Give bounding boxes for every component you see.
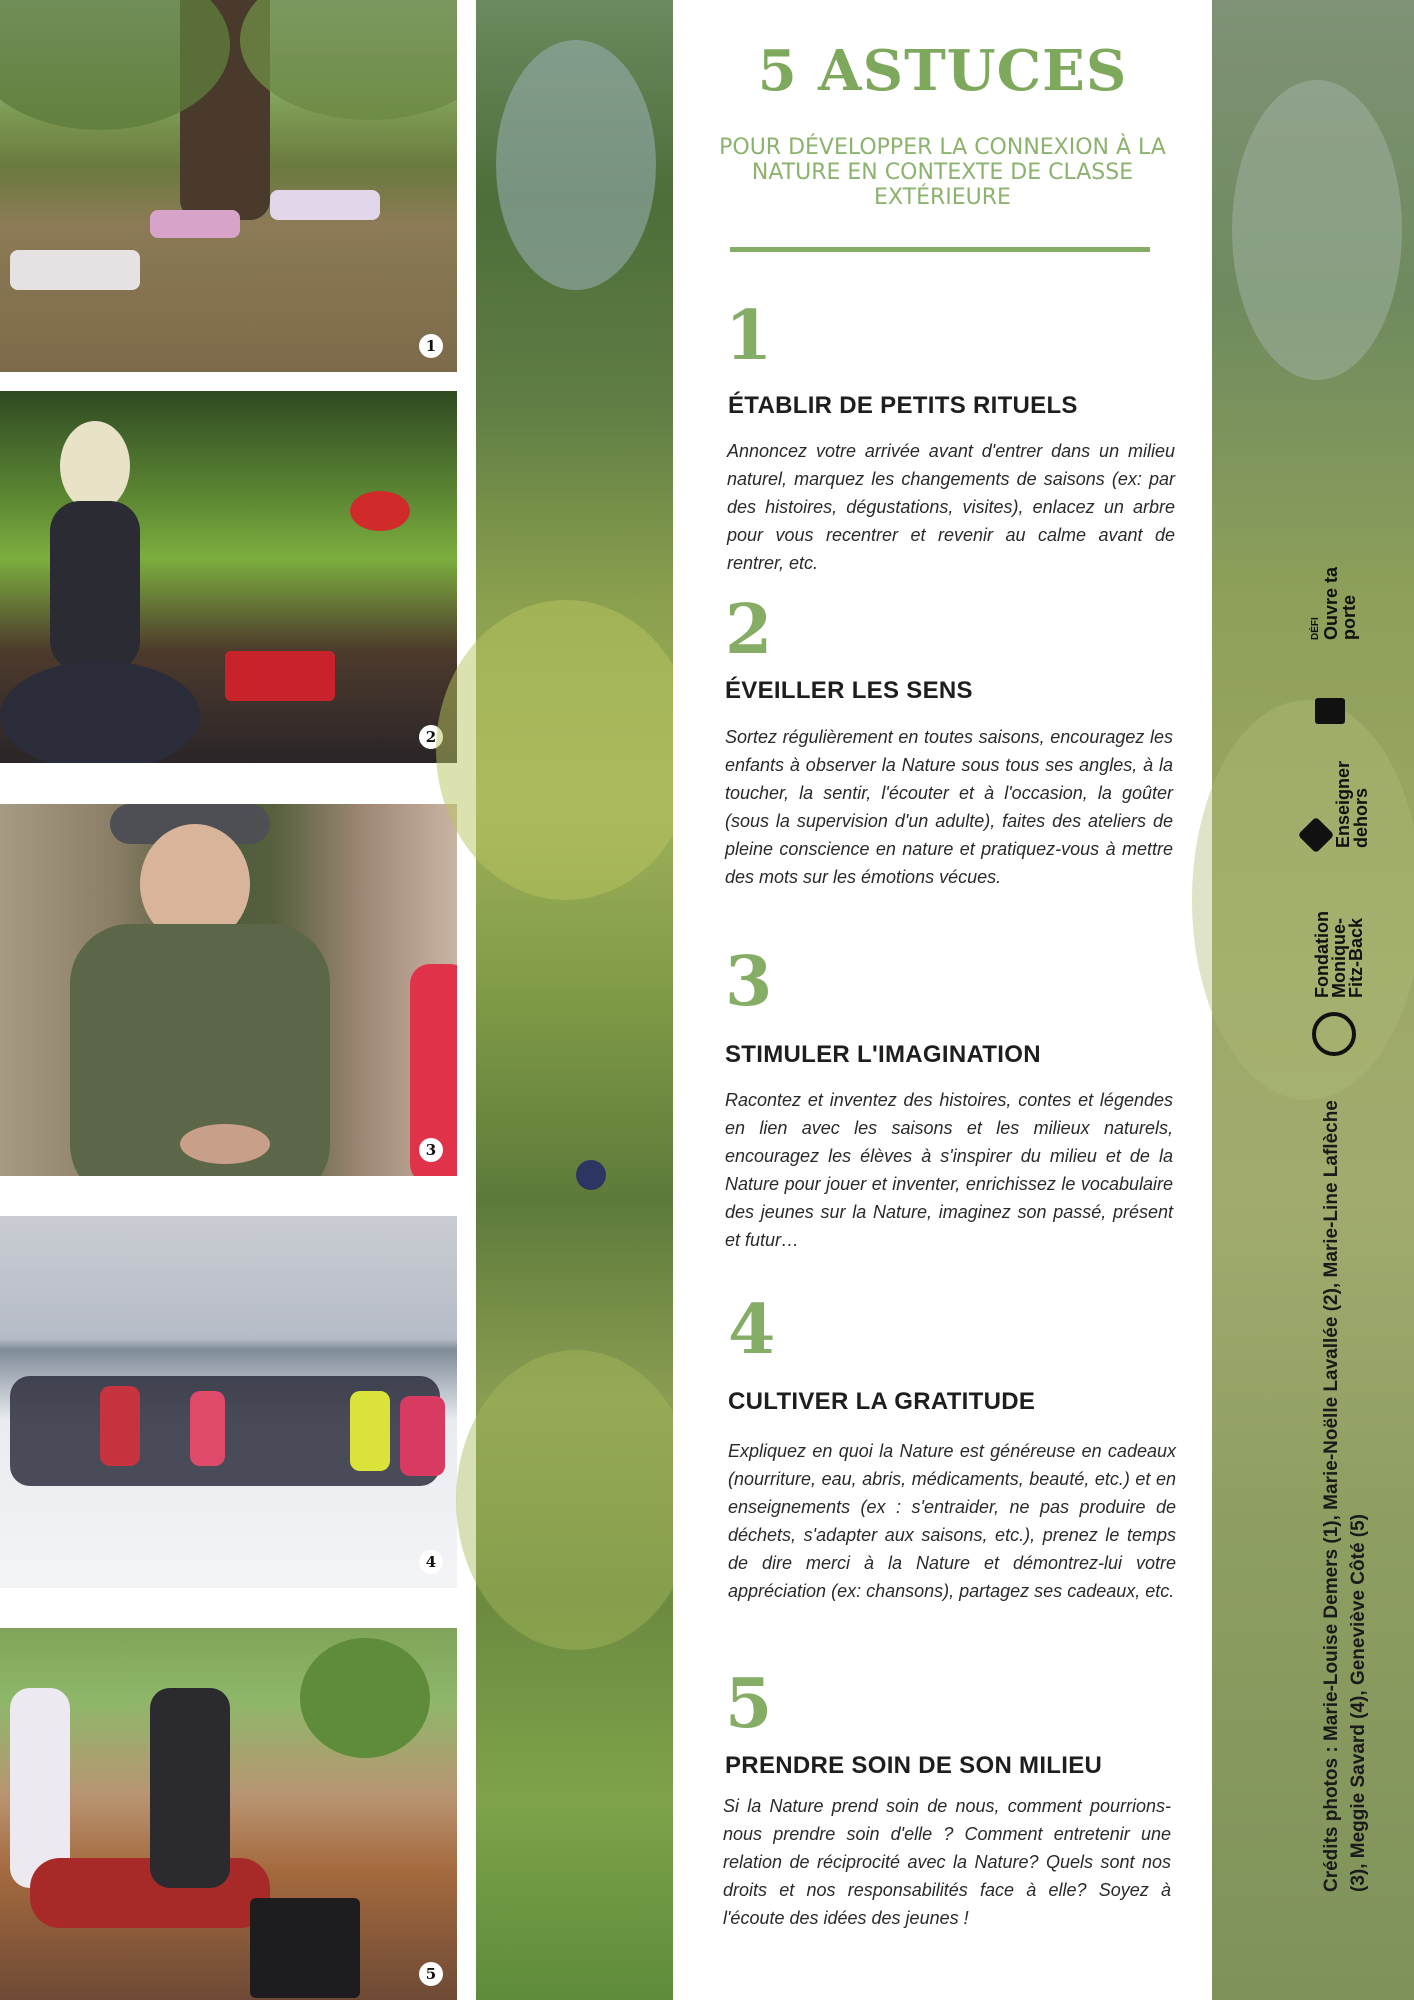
tip-body: Racontez et inventez des histoires, contes et légendes en lien avec les saisons et les milieux naturels, encouragez les élèves à s'inspirer du milieu et de la Nature pour jouer et inventer, enrichissez le vocabulaire des jeunes sur la Nature, imaginez son passé, présent et futur… (725, 1090, 1173, 1250)
red-board-shape (225, 651, 335, 701)
logo-defi-text: DÉFI (1310, 617, 1321, 640)
tip-number: 5 (725, 1664, 773, 1744)
photo-number-badge: 1 (419, 334, 443, 358)
person-hair-shape (60, 421, 130, 511)
tip-heading: ÉTABLIR DE PETITS RITUELS (728, 392, 1078, 419)
title-divider (730, 247, 1150, 252)
tip-body: Annoncez votre arrivée avant d'entrer dans un milieu naturel, marquez les changements de saisons (ex: par des histoires, dégustations, visites), enlacez un arbre pour vous recentrer et revenir au calme avant de rentrer, etc. (727, 441, 1175, 573)
photo-number-badge: 2 (419, 725, 443, 749)
pink-jacket-shape (400, 1396, 445, 1476)
moss-highlight-shape (1192, 700, 1414, 1100)
blanket-shape (150, 210, 240, 238)
blanket-shape (270, 190, 380, 220)
ouvre-ta-porte-logo (1310, 480, 1358, 640)
tip-number: 3 (725, 942, 773, 1022)
tip-heading: CULTIVER LA GRATITUDE (728, 1388, 1036, 1415)
tip-heading: ÉVEILLER LES SENS (725, 677, 973, 704)
hand-shape (180, 1124, 270, 1164)
tip-body: Si la Nature prend soin de nous, comment pourrions-nous prendre soin d'elle ? Comment entretenir une relation de réciprocité avec la Nature? Quels sont nos droits et nos responsabilités face à elle? Soyez à l'écoute des idées des jeunes ! (723, 1796, 1171, 1928)
tip-heading: STIMULER L'IMAGINATION (725, 1041, 1041, 1068)
tip-body: Sortez régulièrement en toutes saisons, encouragez les enfants à observer la Nature sous tous ses angles, à la toucher, la sentir, l'écouter et à l'occasion, la goûter (sous la supervision d'un adulte), faites des ateliers de pleine conscience en nature et pratiquez-vous à mettre des mots sur les émotions vécues. (725, 727, 1173, 887)
tip-number: 2 (725, 590, 773, 670)
moss-background-image (476, 0, 673, 2000)
tip-number: 1 (725, 296, 773, 376)
photo-children-lying-in-park (0, 0, 457, 372)
moss-highlight-shape (456, 1350, 696, 1650)
blueberry-shape (576, 1160, 606, 1190)
pink-snowsuit-shape (190, 1391, 225, 1466)
photo-number-badge: 5 (419, 1962, 443, 1986)
foliage-blur-shape (1232, 80, 1402, 380)
person-dark-shape (150, 1688, 230, 1888)
sun-icon (1312, 1012, 1356, 1056)
page-subtitle: POUR DÉVELOPPER LA CONNEXION À LA NATURE EN CONTEXTE DE CLASSE EXTÉRIEURE (719, 135, 1166, 210)
yellow-jacket-shape (350, 1391, 390, 1471)
red-cap-shape (350, 491, 410, 531)
tree-foliage-shape (240, 0, 457, 120)
logo-enseigner-text: Enseigner dehors (1333, 760, 1371, 848)
child-jacket-shape (0, 661, 200, 763)
fondation-logo (1314, 838, 1365, 998)
logo-fondation-text: Fondation Monique-Fitz-Back (1312, 911, 1366, 998)
tip-heading: PRENDRE SOIN DE SON MILIEU (725, 1752, 1103, 1779)
photo-boy-holding-worm (0, 804, 457, 1176)
moss-background-image-right (1212, 0, 1414, 2000)
door-icon (1315, 698, 1345, 724)
moss-highlight-shape (436, 600, 696, 900)
sky-blur-shape (496, 40, 656, 290)
tip-number: 4 (728, 1290, 776, 1370)
page-title: 5 ASTUCES (757, 38, 1128, 104)
photo-number-badge: 4 (419, 1550, 443, 1574)
tips-panel (673, 0, 1212, 2000)
red-snowsuit-shape (100, 1386, 140, 1466)
photo-wheelbarrow-mulch (0, 1628, 457, 2000)
logo-ouvre-text: Ouvre ta porte (1321, 566, 1359, 640)
black-bin-shape (250, 1898, 360, 1998)
person-body-shape (50, 501, 140, 671)
photo-credits: Crédits photos : Marie-Louise Demers (1), Marie-Noëlle Lavallée (2), Marie-Line Laflèche (3), Meggie Savard (4), Geneviève Côté (5) (1321, 1100, 1369, 1892)
photo-animal-pelts-group (0, 391, 457, 763)
tip-body: Expliquez en quoi la Nature est généreuse en cadeaux (nourriture, eau, abris, médicaments, beauté, etc.) et en enseignements (ex : s'entraider, ne pas produire de déchets, s'adapter aux saisons, etc.), prenez le temps de dire merci à la Nature et démontrez-lui votre appréciation (ex: chansons), partagez ses cadeaux, etc. (728, 1441, 1176, 1601)
shrub-shape (300, 1638, 430, 1758)
photo-children-in-snow (0, 1216, 457, 1588)
blanket-shape (10, 250, 140, 290)
photo-number-badge: 3 (419, 1138, 443, 1162)
enseigner-dehors-logo (1334, 728, 1370, 848)
